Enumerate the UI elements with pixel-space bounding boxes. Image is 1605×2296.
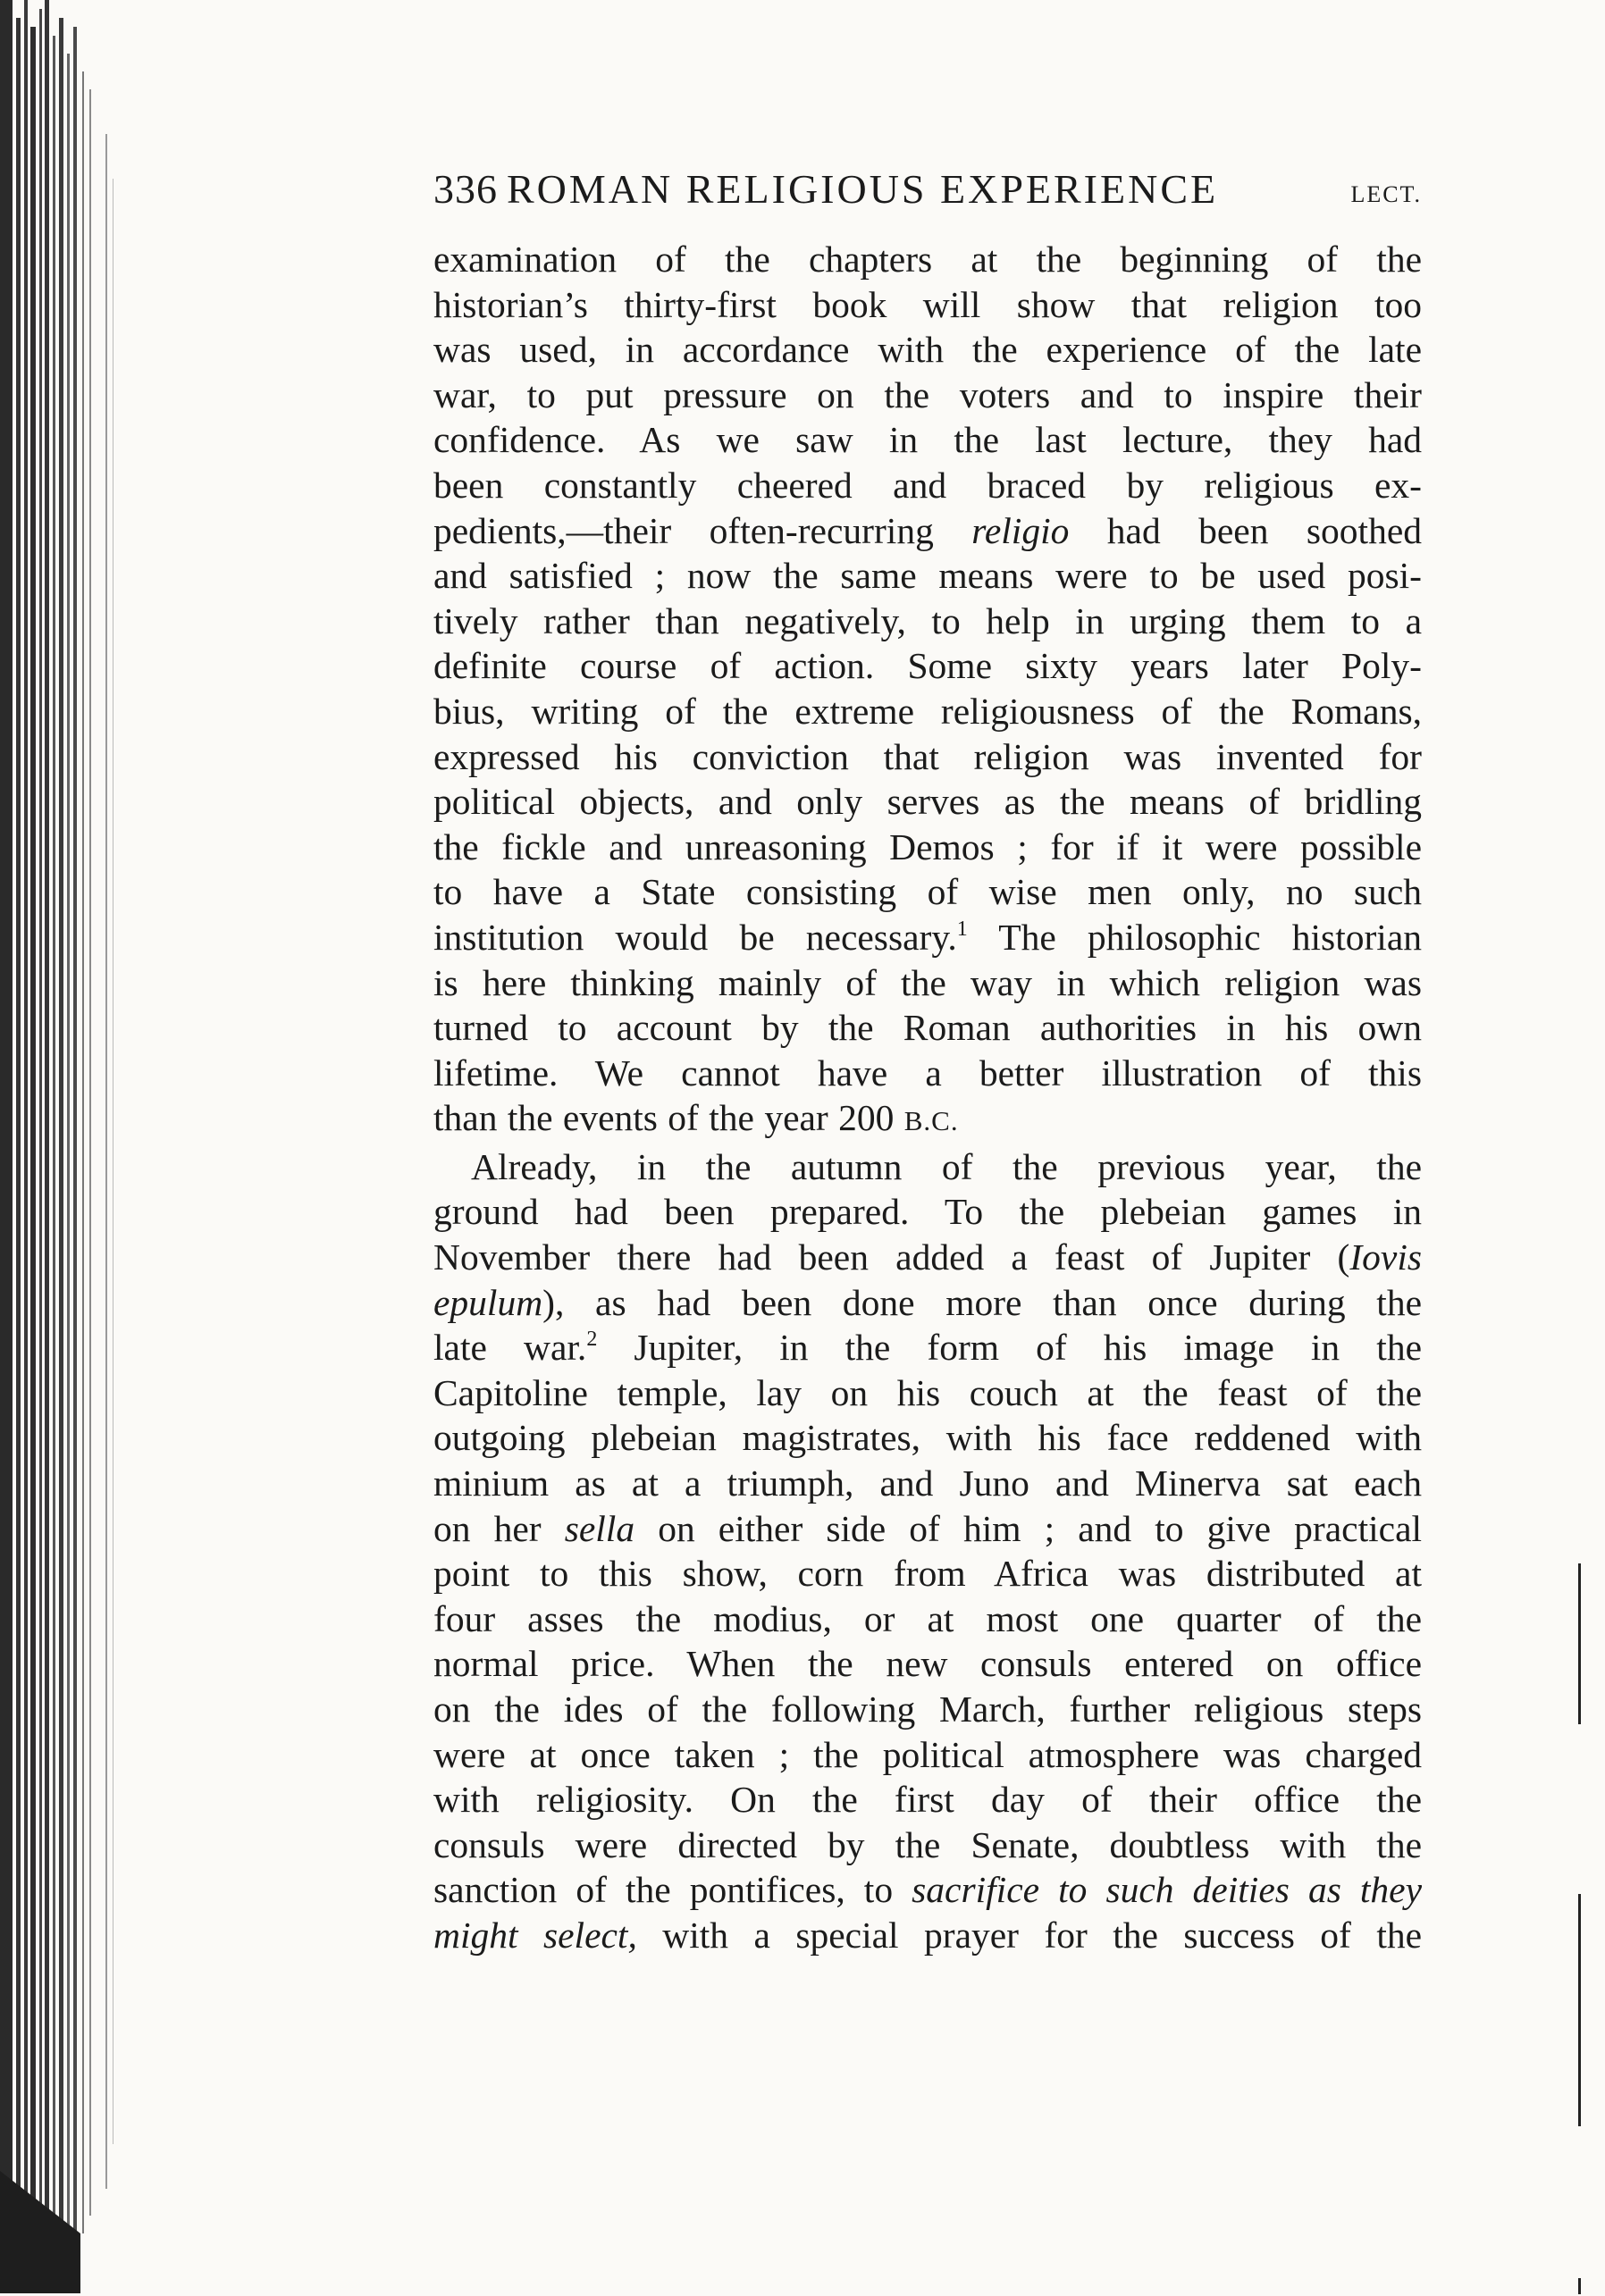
- text-fragment: The philosophic historian: [998, 916, 1422, 958]
- text-line: Already, in the autumn of the previous year, the: [471, 1145, 1422, 1187]
- page-number: 336: [433, 166, 498, 212]
- text-line: [433, 1095, 1422, 1144]
- text-line: [433, 1913, 1422, 1958]
- scan-margin-marks: [1576, 1563, 1584, 2296]
- text-fragment: late war.: [433, 1327, 587, 1369]
- text-line: ground had been prepared. To the plebeian games in: [433, 1191, 1422, 1233]
- italic-term: Iovis: [1349, 1236, 1422, 1278]
- text-line: examination of the chapters at the beginning of the: [433, 239, 1422, 280]
- text-line: confidence. As we saw in the last lecture, they had: [433, 419, 1422, 461]
- text-line: [433, 508, 1422, 554]
- text-fragment: pedients,—their often-recurring: [433, 509, 934, 551]
- italic-term: might select,: [433, 1914, 637, 1956]
- text-line: and satisfied ; now the same means were to be used posi-: [433, 555, 1422, 597]
- italic-term: sacrifice to such deities as they: [912, 1869, 1423, 1911]
- text-fragment: November there had been added a feast of Jupiter (: [433, 1236, 1350, 1278]
- text-line: [433, 1506, 1422, 1552]
- section-label: LECT.: [1350, 181, 1422, 207]
- text-line: was used, in accordance with the experience of the late: [433, 329, 1422, 371]
- text-line: four asses the modius, or at most one quarter of the: [433, 1597, 1422, 1639]
- text-line: with religiosity. On the first day of their office the: [433, 1779, 1422, 1821]
- text-line: minium as at a triumph, and Juno and Minerva sat each: [433, 1462, 1422, 1504]
- text-line: war, to put pressure on the voters and to inspire their: [433, 373, 1422, 415]
- text-fragment: Jupiter, in the form of his image in the: [634, 1327, 1422, 1369]
- text-line: [433, 1867, 1422, 1913]
- text-line: political objects, and only serves as the means of bridling: [433, 781, 1422, 823]
- text-line: bius, writing of the extreme religiousness of the Romans,: [433, 690, 1422, 732]
- text-line: is here thinking mainly of the way in which religion was: [433, 961, 1422, 1003]
- italic-term: sella: [564, 1507, 635, 1549]
- text-fragment: on either side of him ; and to give practical: [658, 1507, 1423, 1549]
- text-line: normal price. When the new consuls entered on office: [433, 1643, 1422, 1685]
- book-page: [433, 165, 1422, 1958]
- book-spine-edge: [0, 0, 134, 2293]
- text-fragment: than the events of the year 200: [433, 1097, 895, 1139]
- text-line: Capitoline temple, lay on his couch at the feast of the: [433, 1371, 1422, 1413]
- text-fragment: with a special prayer for the success of the: [662, 1914, 1423, 1956]
- running-title: ROMAN RELIGIOUS EXPERIENCE: [507, 166, 1219, 212]
- text-fragment: institution would be necessary.: [433, 916, 957, 958]
- text-line: definite course of action. Some sixty years later Poly-: [433, 645, 1422, 687]
- small-caps-text: B.C.: [903, 1105, 959, 1137]
- text-line: outgoing plebeian magistrates, with his face reddened with: [433, 1417, 1422, 1459]
- text-line: [433, 1325, 1422, 1370]
- text-line: [433, 915, 1422, 960]
- text-fragment: sanction of the pontifices, to: [433, 1869, 894, 1911]
- text-line: tively rather than negatively, to help in urging them to a: [433, 599, 1422, 641]
- running-header: [433, 165, 1422, 237]
- text-line: lifetime. We cannot have a better illustration of this: [433, 1052, 1422, 1094]
- text-fragment: on her: [433, 1507, 542, 1549]
- footnote-ref-2: 2: [586, 1328, 598, 1352]
- text-line: the fickle and unreasoning Demos ; for if it were possible: [433, 825, 1422, 867]
- text-line: been constantly cheered and braced by religious ex-: [433, 464, 1422, 506]
- text-line: point to this show, corn from Africa was distributed at: [433, 1553, 1422, 1595]
- footnote-ref-1: 1: [956, 917, 968, 941]
- text-line: consuls were directed by the Senate, doubtless with the: [433, 1823, 1422, 1865]
- text-line: to have a State consisting of wise men only, no such: [433, 871, 1422, 913]
- text-fragment: had been soothed: [1106, 509, 1422, 551]
- text-line: were at once taken ; the political atmosphere was charged: [433, 1733, 1422, 1775]
- text-line: historian’s thirty-first book will show that religion too: [433, 283, 1422, 325]
- text-line: [433, 1235, 1422, 1280]
- text-line: turned to account by the Roman authorities in his own: [433, 1007, 1422, 1049]
- italic-term: epulum: [433, 1281, 543, 1323]
- paragraph-2: [433, 1144, 1422, 1958]
- text-line: on the ides of the following March, further religious steps: [433, 1688, 1422, 1730]
- text-fragment: ), as had been done more than once during the: [542, 1281, 1422, 1323]
- text-line: [433, 1280, 1422, 1326]
- text-line: expressed his conviction that religion was invented for: [433, 735, 1422, 777]
- italic-term: religio: [971, 509, 1070, 551]
- paragraph-1: [433, 237, 1422, 1144]
